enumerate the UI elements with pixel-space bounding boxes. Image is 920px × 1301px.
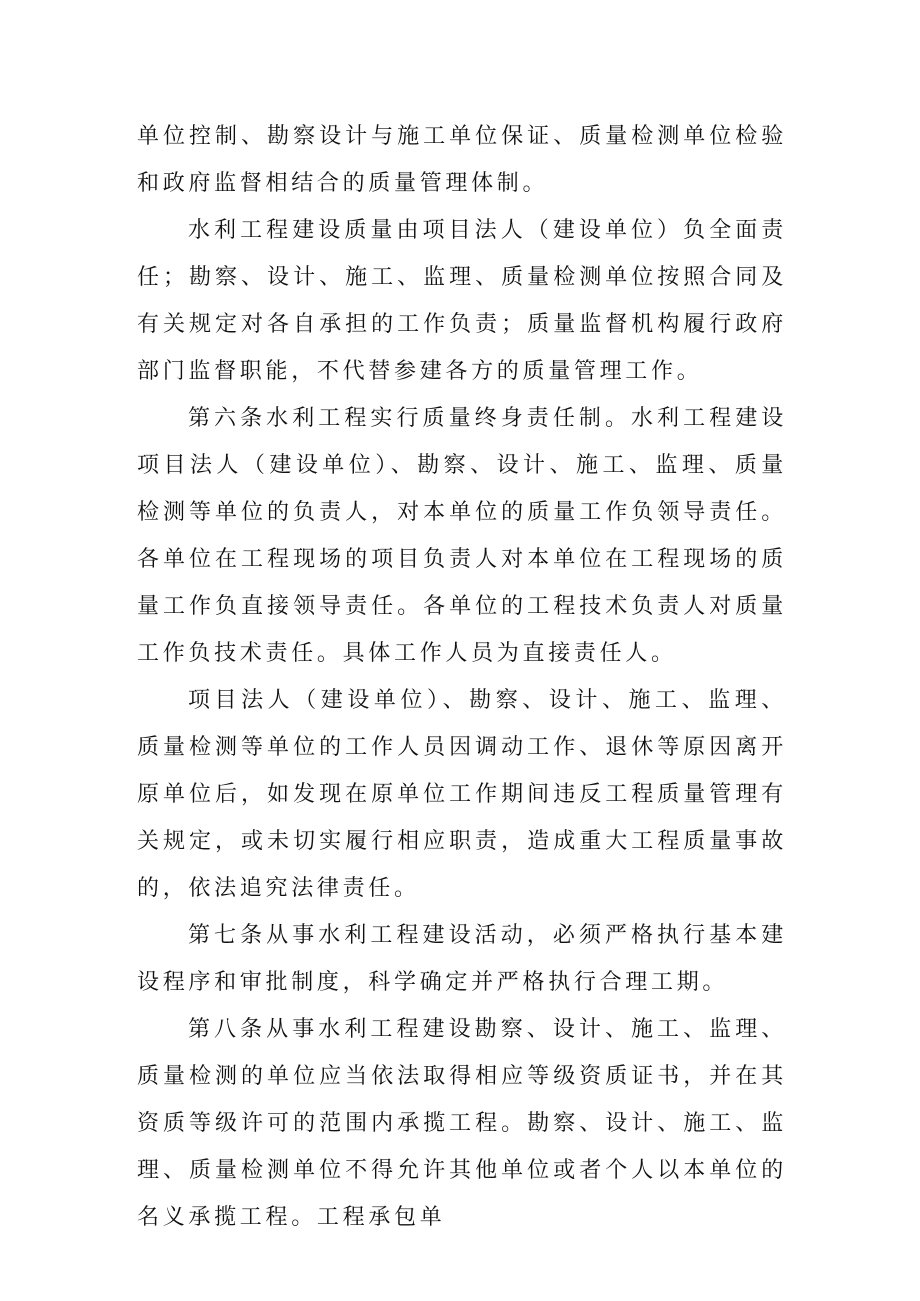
paragraph-article-8: 第八条从事水利工程建设勘察、设计、施工、监理、质量检测的单位应当依法取得相应等级资质证书，并在其资质等级许可的范围内承揽工程。勘察、设计、施工、监理、质量检测单位不得允许其他单位或者个人以本单位的名义承揽工程。工程承包单 (137, 1017, 787, 1230)
paragraph-personnel-liability: 项目法人（建设单位）、勘察、设计、施工、监理、质量检测等单位的工作人员因调动工作、退休等原因离开原单位后，如发现在原单位工作期间违反工程质量管理有关规定，或未切实履行相应职责，造成重大工程质量事故的，依法追究法律责任。 (137, 688, 787, 901)
paragraph-article-7: 第七条从事水利工程建设活动，必须严格执行基本建设程序和审批制度，科学确定并严格执行合理工期。 (137, 923, 787, 995)
document-body (137, 113, 787, 1241)
paragraph-article-6: 第六条水利工程实行质量终身责任制。水利工程建设项目法人（建设单位）、勘察、设计、施工、监理、质量检测等单位的负责人，对本单位的质量工作负领导责任。各单位在工程现场的项目负责人对本单位在工程现场的质量工作负直接领导责任。各单位的工程技术负责人对质量工作负技术责任。具体工作人员为直接责任人。 (137, 406, 787, 666)
paragraph-continuation: 单位控制、勘察设计与施工单位保证、质量检测单位检验和政府监督相结合的质量管理体制。 (137, 124, 787, 196)
paragraph-quality-responsibility: 水利工程建设质量由项目法人（建设单位）负全面责任；勘察、设计、施工、监理、质量检测单位按照合同及有关规定对各自承担的工作负责；质量监督机构履行政府部门监督职能，不代替参建各方的质量管理工作。 (137, 218, 787, 384)
